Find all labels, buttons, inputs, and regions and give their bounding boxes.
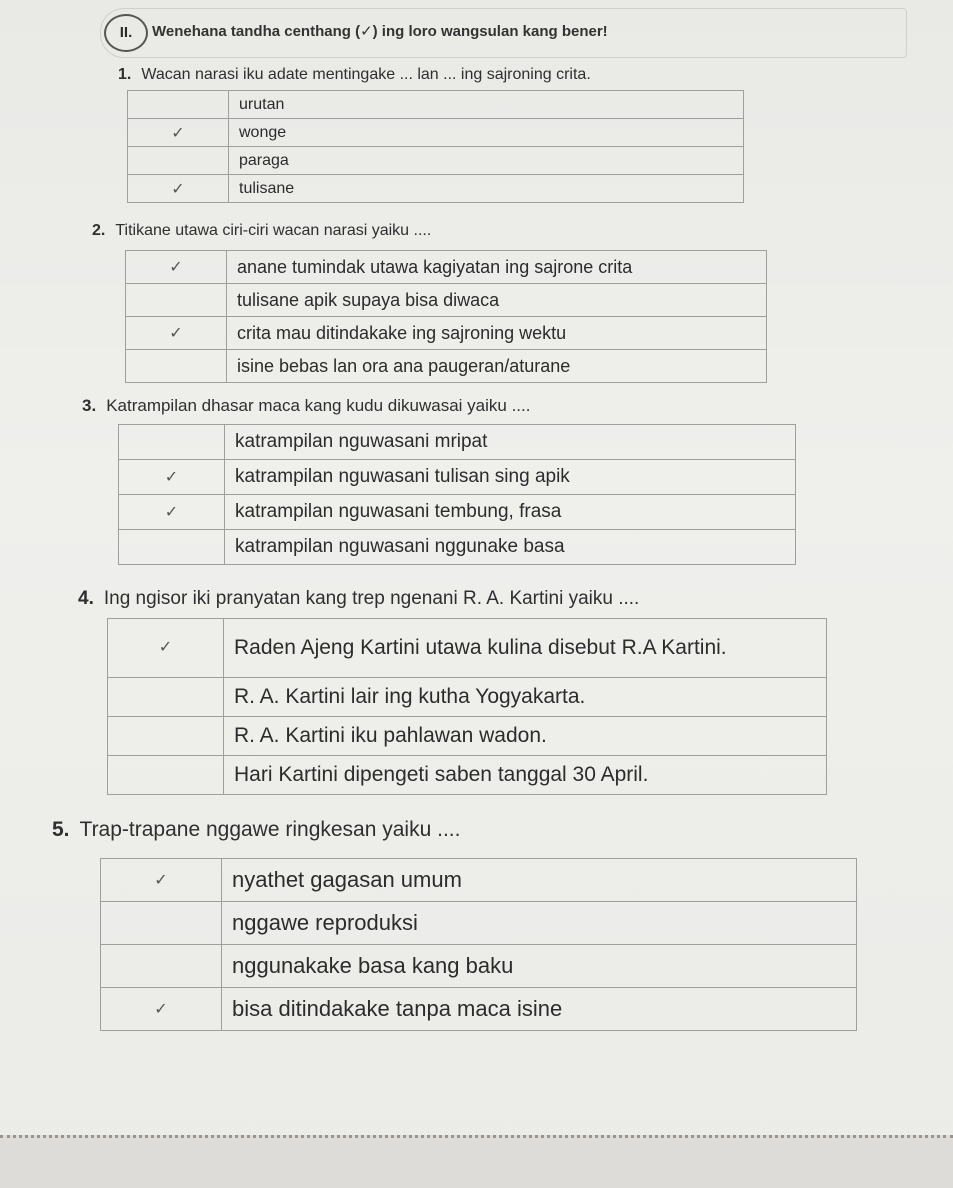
table-row bbox=[108, 619, 827, 678]
question-number: 5. bbox=[52, 818, 70, 841]
option-text: katrampilan nguwasani tulisan sing apik bbox=[225, 460, 796, 495]
option-text: anane tumindak utawa kagiyatan ing sajrone crita bbox=[227, 251, 767, 284]
question-number: 4. bbox=[78, 588, 94, 609]
option-text: R. A. Kartini lair ing kutha Yogyakarta. bbox=[224, 678, 827, 717]
table-row bbox=[128, 119, 744, 147]
option-text: katrampilan nguwasani tembung, frasa bbox=[225, 495, 796, 530]
checkbox-cell[interactable] bbox=[108, 756, 224, 795]
checkbox-cell[interactable]: ✓ bbox=[119, 495, 225, 530]
option-text: isine bebas lan ora ana paugeran/aturane bbox=[227, 350, 767, 383]
options-table-5 bbox=[100, 858, 857, 1031]
checkbox-cell[interactable]: ✓ bbox=[126, 317, 227, 350]
table-row bbox=[126, 251, 767, 284]
question-number: 1. bbox=[118, 66, 132, 83]
table-row bbox=[119, 495, 796, 530]
table-row bbox=[128, 147, 744, 175]
checkbox-cell[interactable]: ✓ bbox=[126, 251, 227, 284]
table-row bbox=[128, 91, 744, 119]
table-row bbox=[101, 902, 857, 945]
table-row bbox=[101, 859, 857, 902]
table-row bbox=[108, 717, 827, 756]
option-text: crita mau ditindakake ing sajroning wektu bbox=[227, 317, 767, 350]
options-table-3 bbox=[118, 424, 796, 565]
question-2 bbox=[92, 222, 431, 240]
option-text: nyathet gagasan umum bbox=[222, 859, 857, 902]
question-text: Trap-trapane nggawe ringkesan yaiku .... bbox=[79, 818, 461, 841]
checkbox-cell[interactable] bbox=[126, 284, 227, 317]
section-instruction: Wenehana tandha centhang (✓) ing loro wangsulan kang bener! bbox=[152, 23, 608, 40]
table-row bbox=[126, 317, 767, 350]
checkbox-cell[interactable]: ✓ bbox=[101, 988, 222, 1031]
checkbox-cell[interactable] bbox=[126, 350, 227, 383]
checkbox-cell[interactable] bbox=[108, 678, 224, 717]
option-text: nggawe reproduksi bbox=[222, 902, 857, 945]
options-table-1 bbox=[127, 90, 744, 203]
table-row bbox=[108, 678, 827, 717]
table-row bbox=[108, 756, 827, 795]
option-text: bisa ditindakake tanpa maca isine bbox=[222, 988, 857, 1031]
checkbox-cell[interactable]: ✓ bbox=[128, 175, 229, 203]
option-text: nggunakake basa kang baku bbox=[222, 945, 857, 988]
table-row bbox=[126, 284, 767, 317]
section-number: II. bbox=[104, 14, 148, 52]
question-4 bbox=[78, 588, 639, 610]
question-3 bbox=[82, 396, 530, 416]
checkbox-cell[interactable] bbox=[128, 147, 229, 175]
checkbox-cell[interactable]: ✓ bbox=[101, 859, 222, 902]
option-text: katrampilan nguwasani mripat bbox=[225, 425, 796, 460]
option-text: tulisane apik supaya bisa diwaca bbox=[227, 284, 767, 317]
option-text: R. A. Kartini iku pahlawan wadon. bbox=[224, 717, 827, 756]
option-text: wonge bbox=[229, 119, 744, 147]
table-row bbox=[119, 460, 796, 495]
checkbox-cell[interactable] bbox=[128, 91, 229, 119]
checkbox-cell[interactable] bbox=[119, 425, 225, 460]
question-text: Titikane utawa ciri-ciri wacan narasi yaiku .... bbox=[115, 222, 432, 239]
checkbox-cell[interactable]: ✓ bbox=[128, 119, 229, 147]
table-row bbox=[119, 425, 796, 460]
question-text: Wacan narasi iku adate mentingake ... lan ... ing sajroning crita. bbox=[141, 66, 591, 83]
option-text: tulisane bbox=[229, 175, 744, 203]
checkbox-cell[interactable] bbox=[101, 945, 222, 988]
question-5 bbox=[52, 818, 460, 842]
checkbox-cell[interactable] bbox=[119, 530, 225, 565]
checkbox-cell[interactable] bbox=[108, 717, 224, 756]
table-row bbox=[119, 530, 796, 565]
table-row bbox=[126, 350, 767, 383]
option-text: paraga bbox=[229, 147, 744, 175]
options-table-4 bbox=[107, 618, 827, 795]
option-text: katrampilan nguwasani nggunake basa bbox=[225, 530, 796, 565]
option-text: Raden Ajeng Kartini utawa kulina disebut R.A Kartini. bbox=[224, 619, 827, 678]
question-number: 2. bbox=[92, 222, 106, 239]
table-row bbox=[101, 988, 857, 1031]
checkbox-cell[interactable]: ✓ bbox=[108, 619, 224, 678]
option-text: Hari Kartini dipengeti saben tanggal 30 April. bbox=[224, 756, 827, 795]
question-1 bbox=[118, 66, 591, 84]
question-text: Ing ngisor iki pranyatan kang trep ngenani R. A. Kartini yaiku .... bbox=[103, 588, 640, 609]
table-row bbox=[101, 945, 857, 988]
checkbox-cell[interactable]: ✓ bbox=[119, 460, 225, 495]
question-number: 3. bbox=[82, 396, 97, 415]
options-table-2 bbox=[125, 250, 767, 383]
table-row bbox=[128, 175, 744, 203]
question-text: Katrampilan dhasar maca kang kudu dikuwasai yaiku .... bbox=[106, 396, 531, 415]
page-bottom-edge bbox=[0, 1135, 953, 1188]
checkbox-cell[interactable] bbox=[101, 902, 222, 945]
option-text: urutan bbox=[229, 91, 744, 119]
